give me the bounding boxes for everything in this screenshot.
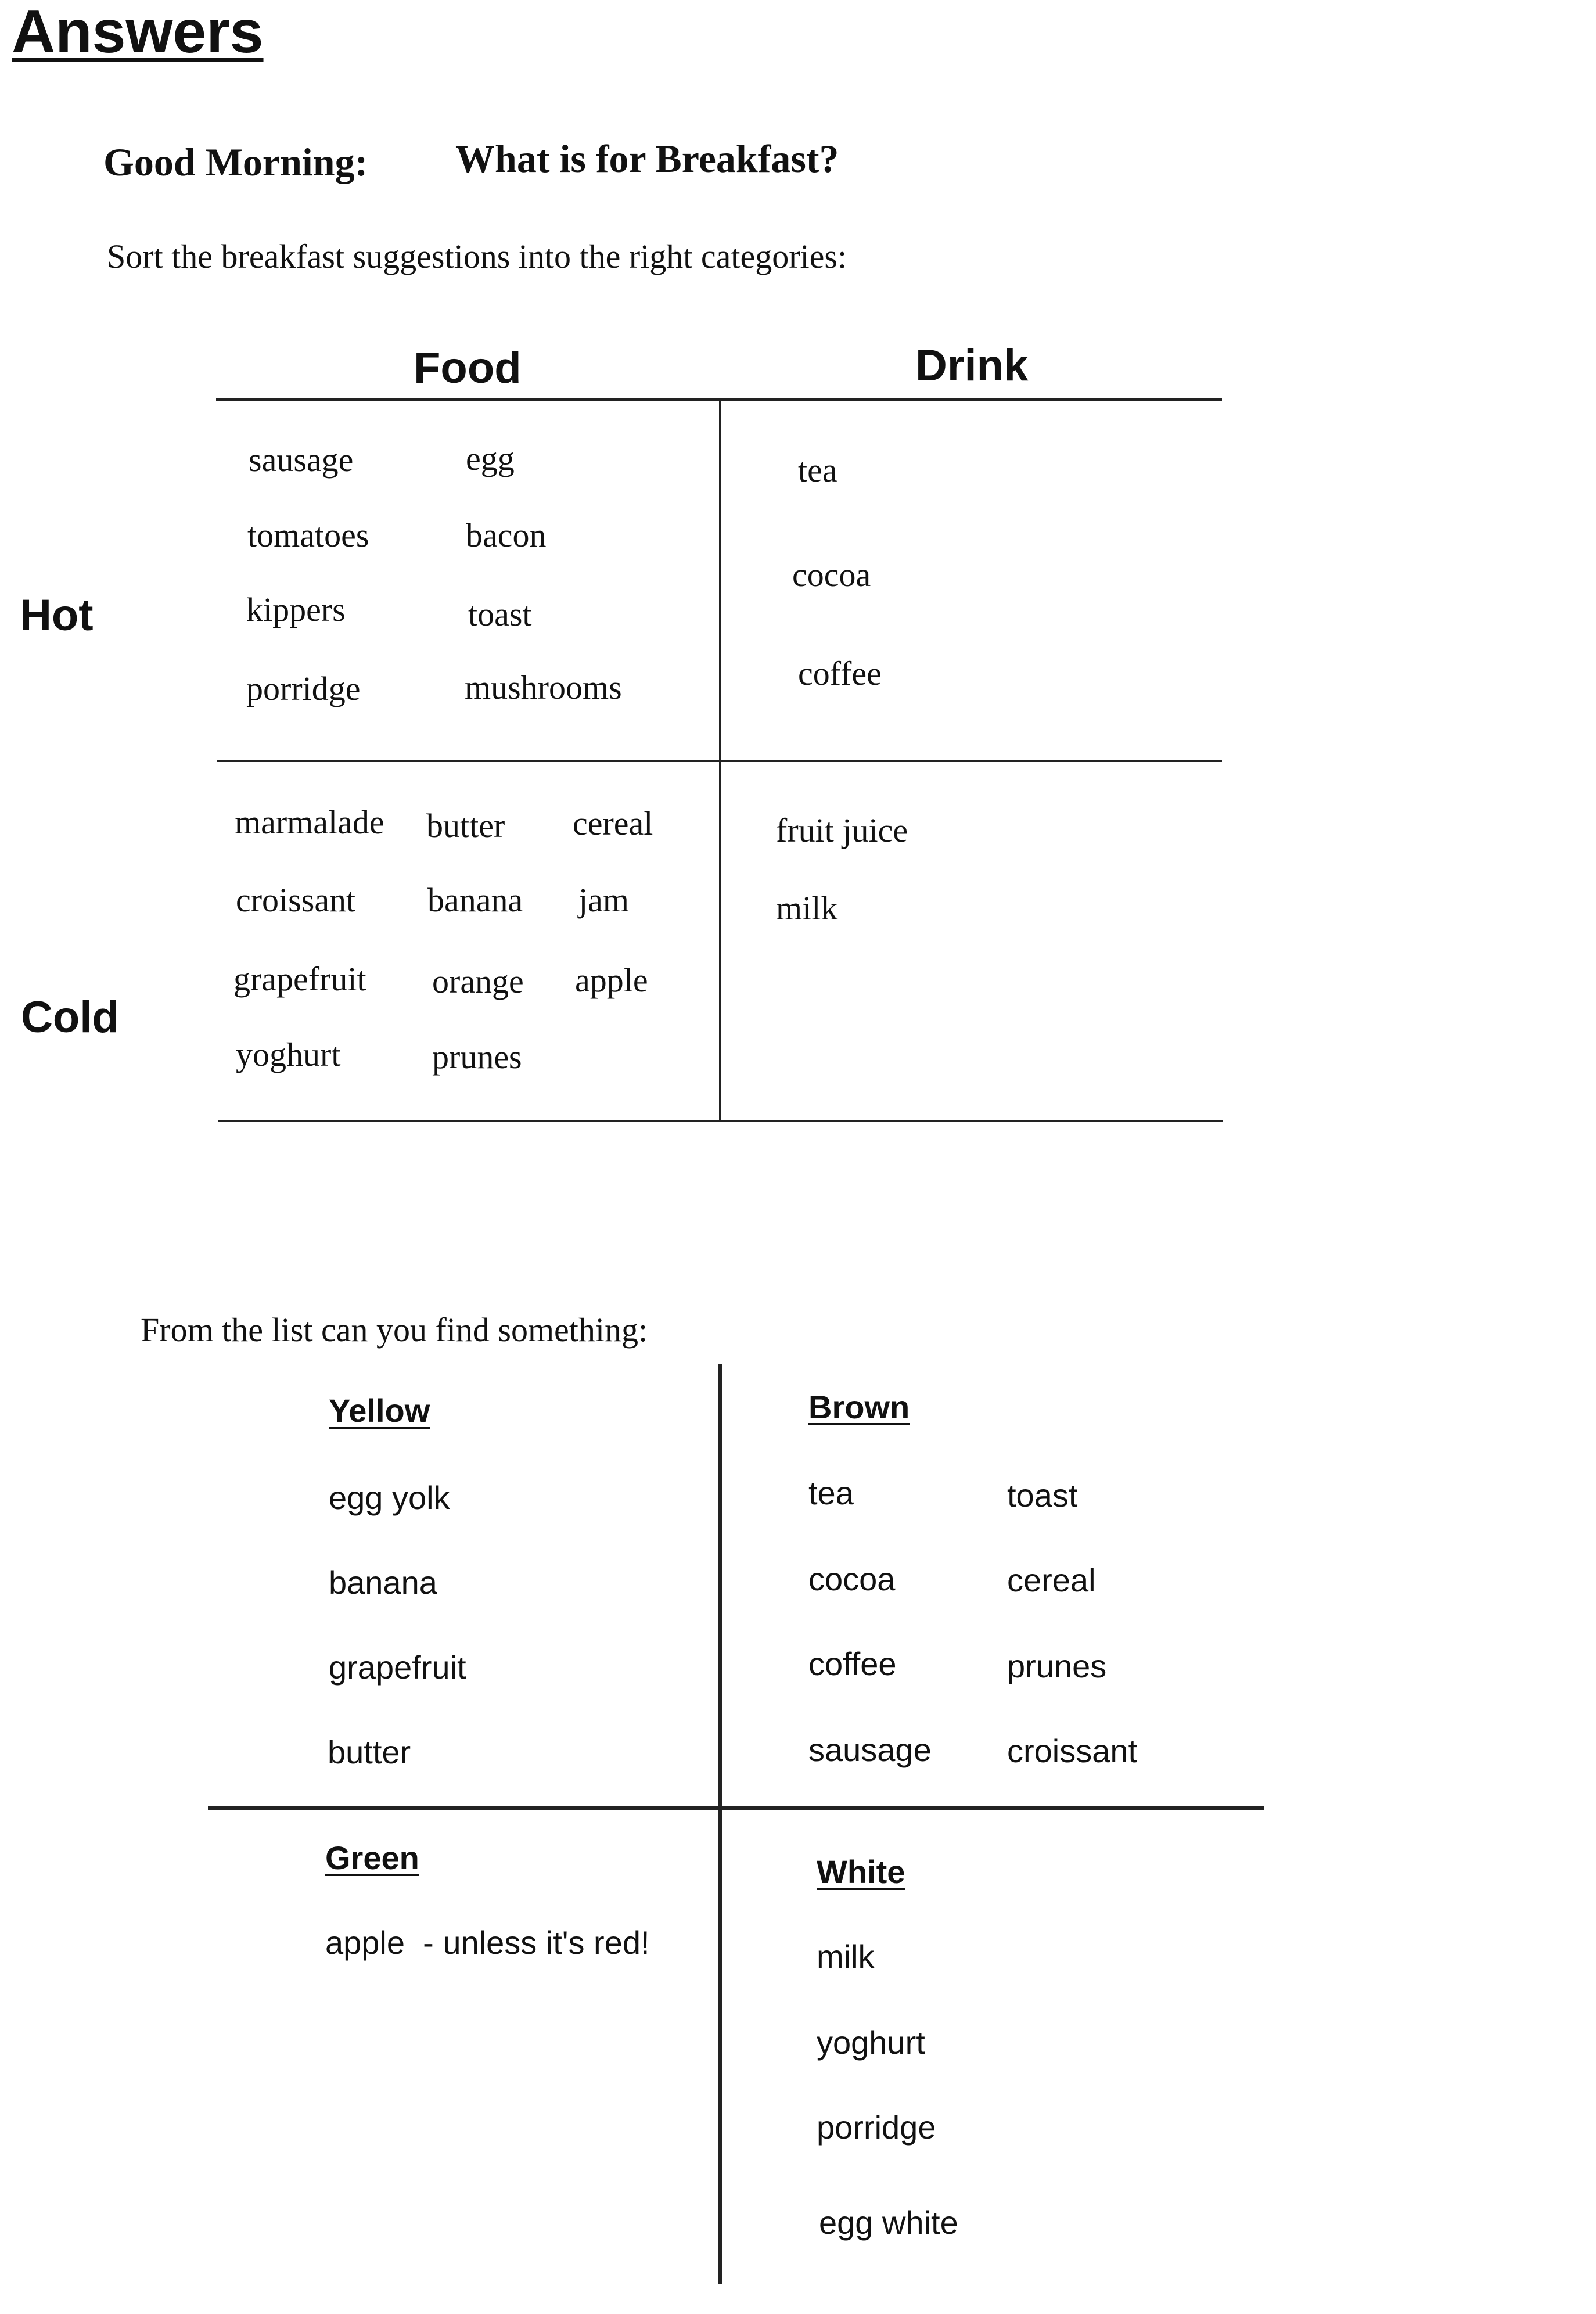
brown-item: prunes [1007,1648,1107,1684]
brown-item: cocoa [808,1561,896,1597]
row-header-hot: Hot [20,591,94,640]
table-divider-vertical [719,398,721,1121]
colour-divider-horizontal [208,1806,1264,1810]
white-item: milk [817,1938,875,1975]
colour-divider-vertical [718,1364,722,2284]
hot-food-item: kippers [246,591,346,628]
hot-food-item: egg [466,440,515,477]
cold-food-item: butter [426,807,505,845]
cold-food-item: apple [575,961,648,999]
yellow-item: egg yolk [329,1479,450,1516]
cold-food-item: croissant [236,881,356,919]
brown-item: toast [1007,1477,1078,1514]
cold-food-item: cereal [573,804,653,842]
yellow-item: banana [329,1564,437,1601]
hot-food-item: porridge [246,670,361,707]
hot-food-item: tomatoes [247,516,369,554]
category-heading-white: White [817,1853,905,1890]
green-item: apple - unless it's red! [325,1924,650,1961]
cold-food-item: orange [432,962,524,1000]
hot-food-item: toast [468,595,532,633]
cold-drink-item: milk [776,889,838,927]
brown-item: coffee [808,1645,897,1682]
cold-food-item: marmalade [235,803,384,841]
cold-food-item: grapefruit [233,960,366,998]
brown-item: tea [808,1475,854,1511]
brown-item: sausage [808,1731,932,1768]
cold-drink-item: fruit juice [776,811,908,849]
cold-food-item: prunes [432,1038,522,1076]
worksheet-title-left: Good Morning: [103,140,368,184]
white-item: egg white [819,2204,958,2241]
cold-food-item: yoghurt [236,1036,341,1073]
white-item: porridge [817,2109,936,2146]
hot-food-item: mushrooms [465,669,622,706]
colour-instruction: From the list can you find something: [141,1311,648,1349]
hot-food-item: sausage [249,441,354,479]
hot-drink-item: tea [798,451,837,489]
cold-food-item: jam [578,881,629,919]
white-item: yoghurt [817,2024,925,2061]
cold-food-item: banana [427,881,523,919]
category-heading-brown: Brown [808,1389,910,1425]
yellow-item: butter [328,1734,411,1770]
hot-food-item: bacon [466,516,547,554]
yellow-item: grapefruit [329,1649,466,1686]
page-title: Answers [12,0,264,66]
column-header-food: Food [414,343,522,393]
hot-drink-item: cocoa [792,556,871,594]
worksheet-instruction: Sort the breakfast suggestions into the right categories: [107,238,847,275]
category-heading-yellow: Yellow [329,1392,430,1429]
brown-item: croissant [1007,1733,1138,1769]
hot-drink-item: coffee [798,655,882,692]
worksheet-title-right: What is for Breakfast? [455,136,839,181]
brown-item: cereal [1007,1562,1096,1598]
row-header-cold: Cold [21,993,119,1042]
column-header-drink: Drink [915,341,1029,390]
category-heading-green: Green [325,1839,419,1876]
